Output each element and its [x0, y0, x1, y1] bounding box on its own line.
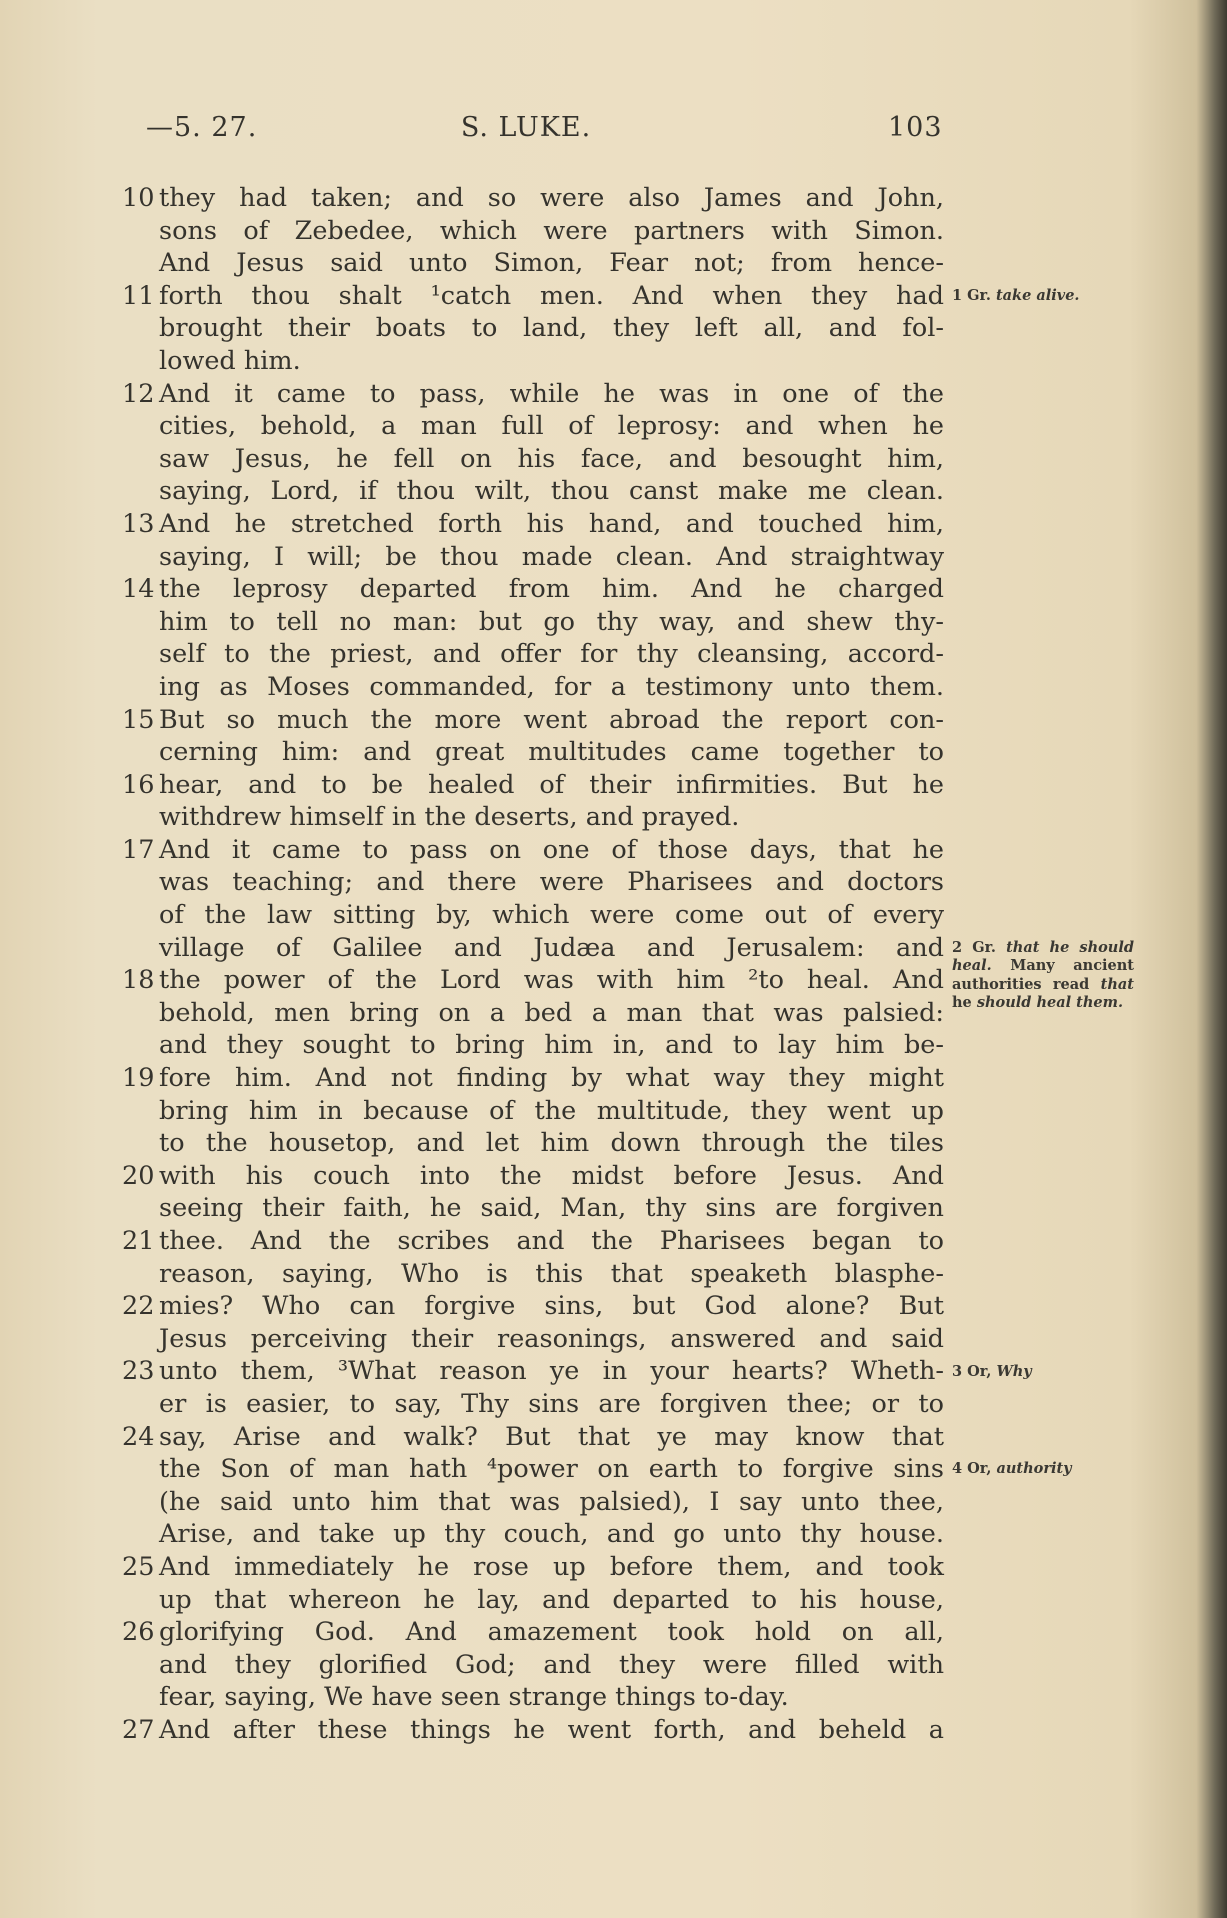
verse-number: 10 [122, 183, 155, 213]
running-title: S. LUKE. [460, 112, 592, 143]
line-text: say, Arise and walk? But that ye may know that [159, 1421, 944, 1452]
text-line [122, 1551, 944, 1584]
text-line [122, 1584, 944, 1617]
line-text: Jesus perceiving their reasonings, answered and said [159, 1323, 944, 1354]
text-line [122, 1486, 944, 1519]
verse-number: 20 [122, 1160, 155, 1191]
text-line [122, 801, 944, 834]
line-text: saying, I will; be thou made clean. And straightway [159, 541, 944, 572]
verse-number: 17 [122, 834, 155, 865]
verse-number: 15 [122, 704, 155, 735]
line-text: reason, saying, Who is this that speaketh blasphe- [159, 1258, 944, 1289]
margin-note-2 [952, 939, 1134, 1013]
note-text: Or, [967, 1362, 997, 1380]
note-italic-text: authority [996, 1460, 1072, 1478]
line-text: glorifying God. And amazement took hold on all, [159, 1617, 944, 1648]
verse-number: 12 [122, 378, 155, 409]
verse-number: 21 [122, 1226, 155, 1256]
note-italic-text: that he should heal. [952, 938, 1134, 975]
text-line [122, 866, 944, 899]
text-line [122, 1649, 944, 1682]
line-text: And after these things he went forth, and beheld a [159, 1714, 944, 1745]
line-text: unto them, ³What reason ye in your hearts? Wheth- [159, 1356, 944, 1387]
note-number: 3 [952, 1362, 963, 1380]
line-text: saying, Lord, if thou wilt, thou canst make me clean. [159, 476, 944, 507]
text-line [122, 932, 944, 965]
line-text: village of Galilee and Judæa and Jerusalem: and [159, 932, 944, 963]
text-line [122, 345, 944, 378]
line-text: And he stretched forth his hand, and touched him, [159, 508, 944, 539]
text-line [122, 1062, 944, 1095]
line-text: the Son of man hath ⁴power on earth to forgive sins [159, 1454, 944, 1485]
line-text: withdrew himself in the deserts, and prayed. [159, 802, 740, 833]
line-text: And immediately he rose up before them, and took [159, 1551, 944, 1582]
text-line [122, 1160, 944, 1193]
line-text: fear, saying, We have seen strange things to-day. [159, 1682, 789, 1713]
line-text: to the housetop, and let him down through the tiles [159, 1128, 944, 1159]
verse-number: 22 [122, 1291, 155, 1322]
verse-number: 24 [122, 1421, 155, 1452]
line-text: bring him in because of the multitude, they went up [159, 1095, 944, 1126]
page-number: 103 [888, 112, 943, 143]
line-text: fore him. And not finding by what way they might [159, 1063, 944, 1094]
text-line [122, 1258, 944, 1291]
text-line [122, 182, 944, 215]
line-text: thee. And the scribes and the Pharisees began to [159, 1226, 944, 1256]
note-text: Or, [967, 1460, 997, 1478]
note-number: 4 [952, 1460, 963, 1478]
text-line [122, 1616, 944, 1649]
text-line [122, 1290, 944, 1323]
verse-number: 16 [122, 769, 155, 800]
text-line [122, 280, 944, 313]
note-text: he [952, 994, 977, 1012]
note-italic-text: should heal them. [976, 994, 1124, 1012]
line-text: forth thou shalt ¹catch men. And when they had [159, 280, 944, 311]
verse-number: 13 [122, 508, 155, 539]
verse-number: 26 [122, 1617, 155, 1648]
note-italic-text: take alive. [995, 286, 1080, 304]
text-line [122, 769, 944, 802]
line-text: lowed him. [159, 345, 301, 376]
note-italic-text: that [1100, 975, 1134, 993]
line-text: up that whereon he lay, and departed to his house, [159, 1584, 944, 1615]
text-line [122, 410, 944, 443]
text-line [122, 508, 944, 541]
verse-number: 11 [122, 280, 155, 311]
note-italic-text: Why [996, 1362, 1032, 1380]
line-text: and they glorified God; and they were filled with [159, 1649, 944, 1680]
line-text: they had taken; and so were also James and John, [159, 183, 944, 213]
verse-number: 23 [122, 1356, 155, 1387]
text-line [122, 573, 944, 606]
text-line [122, 1681, 944, 1714]
line-text: (he said unto him that was palsied), I say unto thee, [159, 1486, 944, 1517]
note-text: Many ancient authorities read [952, 957, 1134, 993]
text-line [122, 541, 944, 574]
text-line [122, 1029, 944, 1062]
text-line [122, 215, 944, 248]
line-text: behold, men bring on a bed a man that was palsied: [159, 997, 944, 1028]
line-text: brought their boats to land, they left all, and fol- [159, 313, 944, 344]
line-text: mies? Who can forgive sins, but God alone? But [159, 1291, 944, 1322]
text-line [122, 1518, 944, 1551]
verse-number: 25 [122, 1551, 155, 1582]
note-text: Gr. [972, 938, 1007, 956]
line-text: And Jesus said unto Simon, Fear not; from hence- [159, 248, 944, 279]
text-line [122, 1388, 944, 1421]
text-line [122, 1323, 944, 1356]
text-line [122, 899, 944, 932]
line-text: and they sought to bring him in, and to lay him be- [159, 1030, 944, 1061]
text-line [122, 1453, 944, 1486]
text-line [122, 704, 944, 737]
text-line [122, 736, 944, 769]
text-line [122, 964, 944, 997]
verse-number: 27 [122, 1714, 155, 1745]
line-text: er is easier, to say, Thy sins are forgiven thee; or to [159, 1388, 944, 1419]
text-line [122, 1225, 944, 1258]
verse-number: 19 [122, 1063, 155, 1094]
body-text [122, 182, 944, 1747]
line-text: cerning him: and great multitudes came together to [159, 737, 944, 768]
line-text: And it came to pass, while he was in one of the [159, 378, 944, 409]
margin-note-4 [952, 1460, 1134, 1479]
text-line [122, 247, 944, 280]
line-text: self to the priest, and offer for thy cleansing, accord- [159, 639, 944, 670]
line-text: was teaching; and there were Pharisees and doctors [159, 867, 944, 898]
line-text: And it came to pass on one of those days, that he [159, 834, 944, 865]
line-text: sons of Zebedee, which were partners with Simon. [159, 215, 944, 246]
line-text: with his couch into the midst before Jesus. And [159, 1160, 944, 1191]
text-line [122, 1714, 944, 1747]
text-line [122, 475, 944, 508]
line-text: saw Jesus, he fell on his face, and besought him, [159, 443, 944, 474]
line-text: him to tell no man: but go thy way, and shew thy- [159, 606, 944, 637]
line-text: of the law sitting by, which were come out of every [159, 900, 944, 931]
chapter-verse-reference: —5. 27. [146, 112, 258, 143]
text-line [122, 312, 944, 345]
text-line [122, 997, 944, 1030]
line-text: the leprosy departed from him. And he charged [159, 574, 944, 605]
verse-number: 18 [122, 965, 155, 996]
line-text: the power of the Lord was with him ²to heal. And [159, 965, 944, 996]
line-text: hear, and to be healed of their infirmities. But he [159, 769, 944, 800]
text-line [122, 606, 944, 639]
text-line [122, 671, 944, 704]
note-number: 1 [952, 286, 963, 304]
verse-number: 14 [122, 574, 155, 605]
text-line [122, 378, 944, 411]
line-text: Arise, and take up thy couch, and go unto thy house. [159, 1519, 944, 1550]
line-text: seeing their faith, he said, Man, thy sins are forgiven [159, 1193, 944, 1224]
note-number: 2 [952, 938, 963, 956]
text-line [122, 834, 944, 867]
margin-note-1 [952, 287, 1134, 306]
line-text: But so much the more went abroad the report con- [159, 704, 944, 735]
text-line [122, 443, 944, 476]
text-line [122, 1095, 944, 1128]
line-text: cities, behold, a man full of leprosy: and when he [159, 411, 944, 442]
text-line [122, 1355, 944, 1388]
text-line [122, 1192, 944, 1225]
note-text: Gr. [967, 286, 996, 304]
text-line [122, 638, 944, 671]
text-line [122, 1421, 944, 1454]
text-line [122, 1127, 944, 1160]
line-text: ing as Moses commanded, for a testimony unto them. [159, 671, 944, 702]
margin-note-3 [952, 1363, 1134, 1382]
